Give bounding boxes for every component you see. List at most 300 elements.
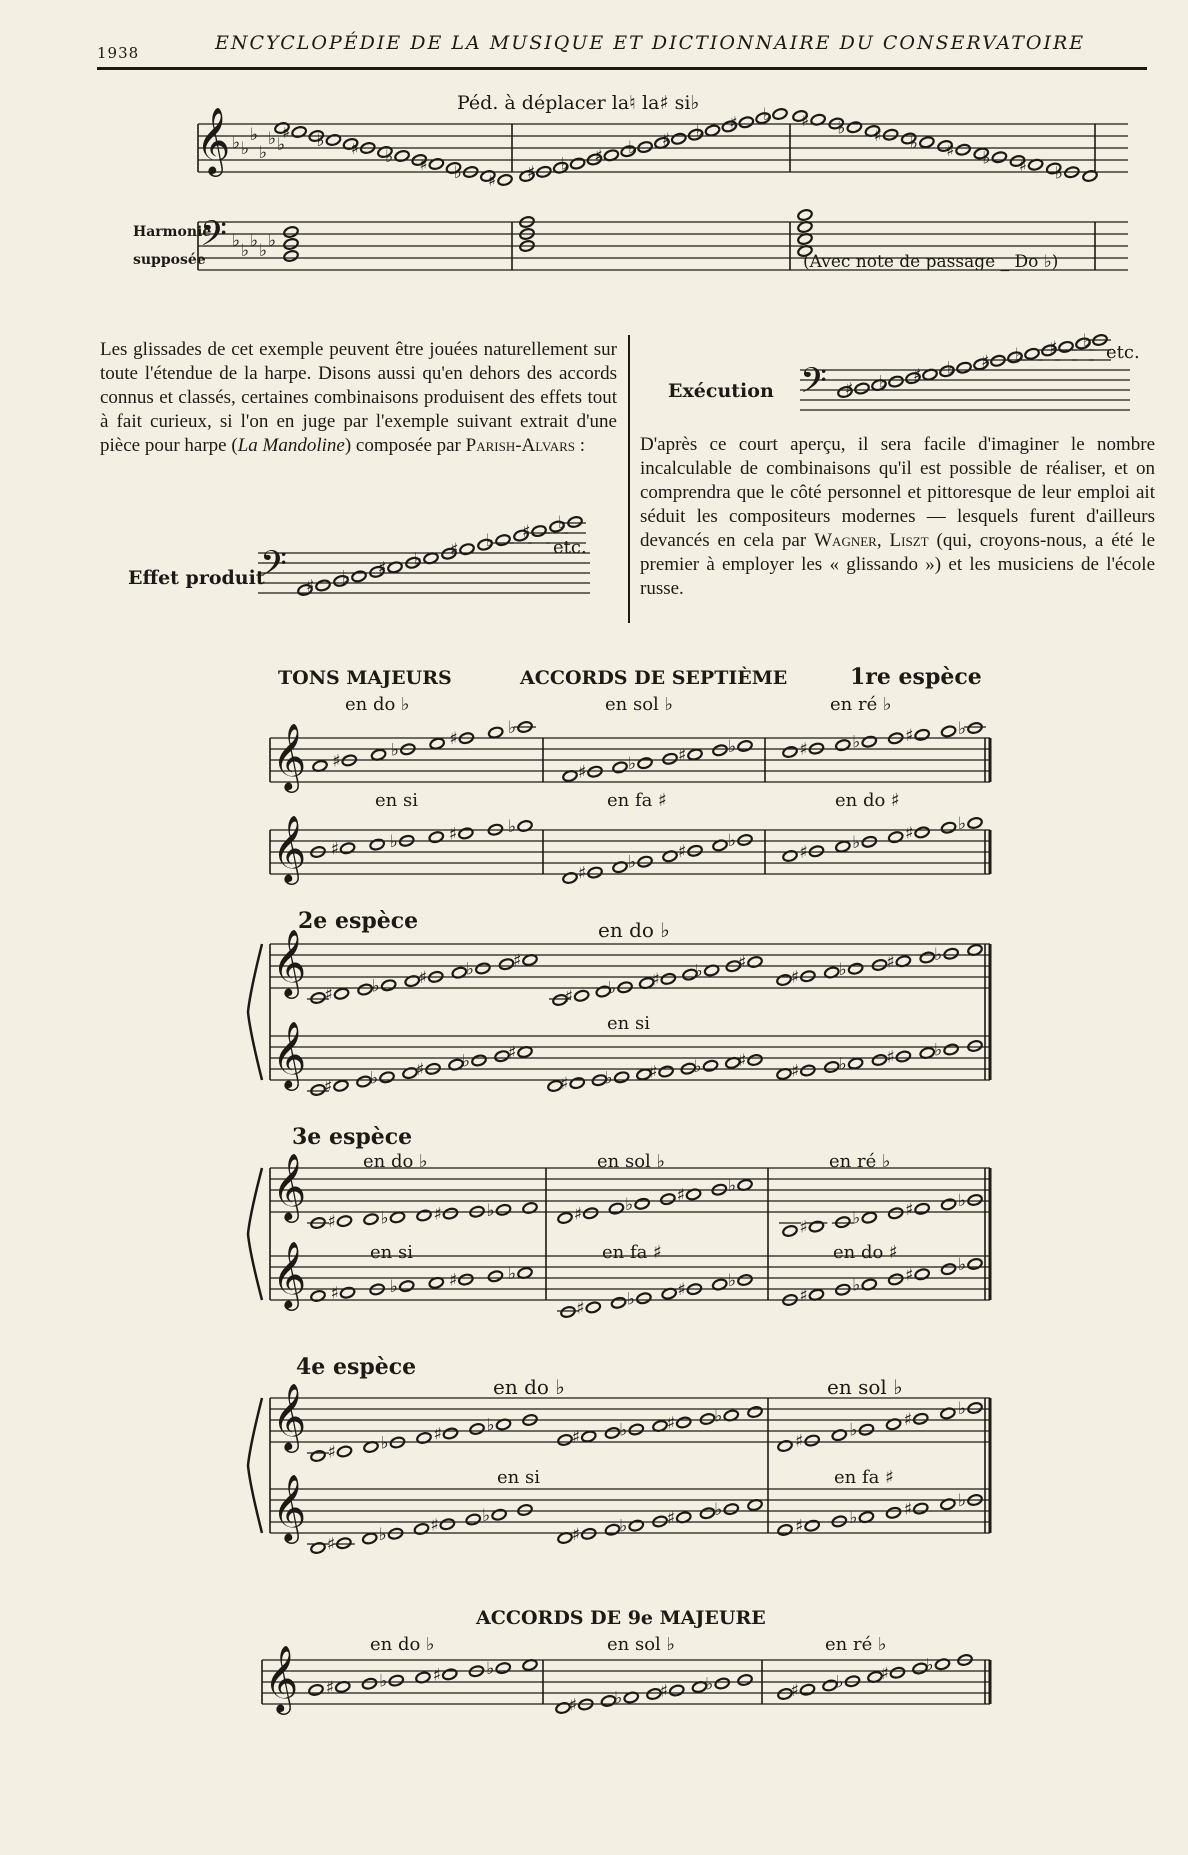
accidental: ♯ <box>378 558 387 579</box>
whole-note <box>379 1071 395 1084</box>
accidental: ♭ <box>925 1655 934 1676</box>
system-brace <box>248 944 262 1080</box>
system-brace <box>248 1398 262 1533</box>
accidental: ♭ <box>879 372 888 393</box>
whole-note <box>777 1523 793 1536</box>
treble-clef: 𝄞 <box>272 814 307 882</box>
accidental: ♭ <box>849 1420 858 1441</box>
whole-note <box>351 570 367 583</box>
key-label: en do ♭ <box>370 1634 435 1655</box>
whole-note <box>919 951 935 964</box>
effect-label: Effet produit <box>128 567 265 589</box>
whole-note <box>888 375 904 388</box>
whole-note <box>888 831 904 844</box>
accidental: ♭ <box>763 105 772 125</box>
key-label: en ré ♭ <box>830 694 892 715</box>
accidental: ♯ <box>795 1431 804 1452</box>
bass-clef: 𝄢 <box>200 213 228 262</box>
whole-note <box>747 1053 763 1066</box>
accidental: ♭ <box>852 1275 861 1296</box>
whole-note <box>914 826 930 839</box>
whole-note <box>336 1445 352 1458</box>
accidental: ♭ <box>558 513 567 533</box>
accidental: ♭ <box>705 1674 714 1695</box>
accidental: ♭ <box>958 1255 967 1275</box>
whole-note <box>362 1532 378 1545</box>
whole-note <box>714 1677 730 1690</box>
whole-note <box>737 1673 753 1686</box>
key-signature-flat: ♭ <box>259 241 268 261</box>
accidental: ♯ <box>594 146 603 167</box>
whole-note <box>637 757 653 770</box>
whole-note <box>861 1211 877 1224</box>
treble-clef: 𝄞 <box>272 1020 307 1088</box>
whole-note <box>854 382 870 395</box>
whole-note <box>585 1301 601 1314</box>
accidental: ♭ <box>462 1051 471 1072</box>
key-signature-flat: ♭ <box>232 231 241 251</box>
whole-note <box>848 962 864 975</box>
accidental: ♭ <box>389 831 398 852</box>
whole-note <box>308 1683 324 1696</box>
whole-note <box>799 1683 815 1696</box>
heading-species-2: 2e espèce <box>298 908 419 934</box>
key-label: en do ♭ <box>363 1151 428 1172</box>
accidental: ♯ <box>330 839 339 860</box>
accidental: ♭ <box>728 1176 737 1196</box>
whole-note <box>381 979 397 992</box>
whole-note <box>517 1503 533 1516</box>
whole-note <box>608 1202 624 1215</box>
whole-note <box>943 1043 959 1056</box>
accidental: ♭ <box>604 1068 613 1089</box>
accidental: ♯ <box>571 1524 580 1545</box>
harmony-label: Harmonie <box>133 224 212 240</box>
whole-note <box>339 1286 355 1299</box>
accidental: ♭ <box>695 121 704 142</box>
treble-clef: 𝄞 <box>272 1382 307 1450</box>
accidental: ♯ <box>449 729 458 750</box>
treble-clef: 𝄞 <box>272 1240 307 1308</box>
whole-note <box>871 958 887 971</box>
running-title: ENCYCLOPÉDIE DE LA MUSIQUE ET DICTIONNAIRE DU CONSERVATOIRE <box>215 32 1086 54</box>
accidental: ♯ <box>845 379 854 400</box>
key-label: en do ♯ <box>835 790 900 811</box>
whole-note <box>628 1519 644 1532</box>
accidental: ♯ <box>508 1043 517 1063</box>
whole-note <box>991 151 1007 164</box>
accidental: ♯ <box>450 540 459 561</box>
accidental: ♯ <box>886 952 895 973</box>
whole-note <box>604 1426 620 1439</box>
whole-note <box>914 1268 930 1281</box>
accidental: ♯ <box>526 162 536 183</box>
accidental: ♭ <box>486 1659 495 1680</box>
key-signature-flat: ♭ <box>232 133 241 153</box>
accidental: ♭ <box>852 832 861 853</box>
whole-note <box>581 1430 597 1443</box>
whole-note <box>429 737 445 750</box>
whole-note <box>738 116 754 129</box>
whole-note <box>858 1423 874 1436</box>
whole-note <box>637 141 653 154</box>
accidental: ♭ <box>389 1277 398 1298</box>
accidental: ♭ <box>486 1200 495 1221</box>
pedal-instruction: Péd. à déplacer la♮ la♯ si♭ <box>457 92 700 114</box>
accidental: ♭ <box>837 118 846 139</box>
whole-note <box>471 1054 487 1067</box>
accidental: ♯ <box>981 351 990 372</box>
accidental: ♭ <box>626 1289 635 1310</box>
bass-clef: 𝄢 <box>260 543 288 592</box>
treble-clef: 𝄞 <box>272 1473 307 1541</box>
whole-note <box>861 835 877 848</box>
whole-note <box>557 1433 573 1446</box>
treble-clef: 𝄞 <box>264 1644 299 1712</box>
whole-note <box>835 840 851 853</box>
treble-clef: 𝄞 <box>272 928 307 996</box>
accidental: ♭ <box>628 852 637 873</box>
whole-note <box>704 124 720 137</box>
whole-note <box>800 1064 816 1077</box>
accidental: ♯ <box>578 762 587 783</box>
whole-note <box>940 725 956 738</box>
accidental: ♭ <box>728 1271 737 1291</box>
accidental: ♯ <box>448 824 458 845</box>
accidental: ♯ <box>905 1265 914 1286</box>
whole-note <box>660 972 676 985</box>
whole-note <box>458 1273 474 1286</box>
accidental: ♯ <box>729 113 738 134</box>
accidental: ♯ <box>350 139 360 159</box>
accidental: ♯ <box>419 155 428 175</box>
accidental: ♭ <box>947 358 956 379</box>
whole-note <box>469 1422 485 1435</box>
accidental: ♭ <box>934 1040 943 1061</box>
accidental: ♭ <box>380 1433 389 1454</box>
key-signature-flat: ♭ <box>277 135 286 155</box>
accidental: ♭ <box>342 567 351 588</box>
whole-note <box>567 515 583 528</box>
whole-note <box>804 1434 820 1447</box>
whole-note <box>333 987 349 1000</box>
accidental: ♯ <box>571 1427 580 1448</box>
accidental: ♯ <box>488 171 497 191</box>
accidental: ♯ <box>795 1516 804 1537</box>
accidental: ♯ <box>433 1204 442 1225</box>
whole-note <box>919 136 935 149</box>
key-signature-flat: ♭ <box>268 129 277 149</box>
whole-note <box>399 1280 415 1293</box>
whole-note <box>465 1513 481 1526</box>
accidental: ♭ <box>1015 344 1024 365</box>
whole-note <box>388 1674 404 1687</box>
accidental: ♯ <box>886 1047 895 1068</box>
name-liszt: Liszt <box>889 530 929 551</box>
accidental: ♯ <box>903 1499 912 1520</box>
accidental: ♭ <box>370 1068 379 1089</box>
whole-note <box>955 143 971 156</box>
accidental: ♯ <box>666 1413 675 1434</box>
whole-note <box>458 827 474 840</box>
whole-note <box>712 744 728 757</box>
whole-note <box>361 1677 377 1690</box>
accidental: ♭ <box>625 1194 634 1215</box>
whole-note <box>339 842 355 855</box>
etc-label-right: etc. <box>1106 342 1140 363</box>
whole-note <box>846 121 862 134</box>
accidental: ♯ <box>790 1061 800 1082</box>
whole-note <box>914 1202 930 1215</box>
whole-note <box>913 1412 929 1425</box>
accidental: ♯ <box>651 969 660 990</box>
whole-note <box>369 838 385 851</box>
whole-note <box>835 1216 851 1229</box>
accidental: ♭ <box>852 1208 861 1229</box>
key-label: en si <box>607 1013 650 1034</box>
whole-note <box>671 132 687 145</box>
heading-species-1: 1re espèce <box>850 664 982 690</box>
whole-note <box>583 1207 599 1220</box>
accidental: ♯ <box>678 841 687 862</box>
accidental: ♭ <box>852 732 861 753</box>
whole-note <box>804 1519 820 1532</box>
accidental: ♭ <box>1083 331 1092 351</box>
whole-note <box>776 973 792 986</box>
whole-note <box>723 1503 739 1516</box>
accidental: ♭ <box>714 1406 723 1427</box>
key-label: en si <box>375 790 418 811</box>
whole-note <box>495 1662 511 1675</box>
accidental: ♯ <box>666 1508 675 1529</box>
whole-note <box>772 107 788 120</box>
key-label: en do ♭ <box>598 918 670 942</box>
whole-note <box>283 237 299 250</box>
accidental: ♭ <box>614 1688 623 1709</box>
accidental: ♯ <box>1018 155 1027 176</box>
key-label: en ré ♭ <box>825 1634 887 1655</box>
whole-note <box>569 1077 585 1090</box>
key-label: en do ♯ <box>833 1242 898 1263</box>
key-label: en si <box>497 1467 540 1488</box>
passing-note-label: (Avec note de passage _ Do ♭) <box>803 252 1059 272</box>
whole-note <box>495 1203 511 1216</box>
accidental: ♯ <box>564 986 573 1007</box>
accidental: ♯ <box>661 129 671 150</box>
key-label: en sol ♭ <box>827 1375 903 1399</box>
accidental: ♯ <box>738 953 747 973</box>
whole-note <box>310 1449 326 1462</box>
whole-note <box>883 128 899 141</box>
whole-note <box>660 1193 676 1206</box>
heading-species-4: 4e espèce <box>296 1354 417 1380</box>
left-paragraph: Les glissades de cet exemple peuvent être jouées naturellement sur toute l'étendue de la harpe. Disons aussi qu'en dehors des accords connus et classés, certaines combinaisons produisent des effets tout à fait curieux, si l'on en juge par l'exemple suivant extrait d'une pièce pour harpe (La Mandoline) composée par Parish-Alvars : <box>100 339 617 456</box>
accidental: ♯ <box>513 951 522 971</box>
whole-note <box>669 1684 685 1697</box>
whole-note <box>848 1057 864 1070</box>
whole-note <box>442 1668 458 1681</box>
accidental: ♭ <box>958 814 967 834</box>
key-signature-flat: ♭ <box>241 139 250 159</box>
whole-note <box>442 1427 458 1440</box>
whole-note <box>967 1401 983 1414</box>
accidental: ♯ <box>448 1270 458 1291</box>
whole-note <box>416 1209 432 1222</box>
key-label: en sol ♭ <box>605 694 674 715</box>
whole-note <box>531 525 547 538</box>
accidental: ♯ <box>799 739 808 760</box>
accidental: ♭ <box>508 1264 517 1284</box>
bass-clef: 𝄢 <box>800 360 828 409</box>
whole-note <box>617 981 633 994</box>
accidental: ♭ <box>835 1672 844 1693</box>
accidental: ♭ <box>380 1208 389 1229</box>
accidental: ♭ <box>453 163 462 183</box>
whole-note <box>614 1071 630 1084</box>
whole-note <box>662 752 678 765</box>
whole-note <box>889 1666 905 1679</box>
whole-note <box>782 1224 798 1237</box>
treble-clef: 𝄞 <box>272 1152 307 1220</box>
composer-name: Parish-Alvars <box>465 435 576 456</box>
accidental: ♯ <box>913 365 922 386</box>
key-signature-flat: ♭ <box>250 125 259 145</box>
whole-note <box>888 1207 904 1220</box>
whole-note <box>488 726 504 739</box>
whole-note <box>581 1527 597 1540</box>
accidental: ♭ <box>371 976 380 997</box>
whole-note <box>628 1423 644 1436</box>
harmony-label-2: supposée <box>133 252 206 268</box>
whole-note <box>687 748 703 761</box>
whole-note <box>336 1215 352 1228</box>
whole-note <box>835 1283 851 1296</box>
whole-note <box>967 1257 983 1270</box>
accidental: ♯ <box>568 1695 577 1716</box>
whole-note <box>475 962 491 975</box>
accidental: ♯ <box>677 1280 686 1301</box>
whole-note <box>808 1220 824 1233</box>
whole-note <box>747 1405 763 1418</box>
accidental: ♭ <box>714 1500 723 1521</box>
whole-note <box>844 1675 860 1688</box>
accidental: ♭ <box>628 754 637 775</box>
accidental: ♯ <box>790 1680 799 1701</box>
accidental: ♯ <box>326 1534 336 1555</box>
whole-note <box>702 1059 718 1072</box>
whole-note <box>885 1506 901 1519</box>
accidental: ♯ <box>324 1076 333 1097</box>
whole-note <box>737 833 753 846</box>
accidental: ♯ <box>430 1515 439 1536</box>
whole-note <box>967 1193 983 1206</box>
whole-note <box>570 157 586 170</box>
column-divider <box>628 335 630 623</box>
accidental: ♯ <box>306 576 315 597</box>
whole-note <box>560 1305 576 1318</box>
accidental: ♯ <box>282 123 291 143</box>
key-label: en do ♭ <box>493 1375 565 1399</box>
whole-note <box>687 844 703 857</box>
whole-note <box>612 761 628 774</box>
key-label: en ré ♭ <box>829 1151 891 1172</box>
accidental: ♭ <box>316 131 325 151</box>
whole-note <box>442 1207 458 1220</box>
whole-note <box>1024 347 1040 360</box>
whole-note <box>428 831 444 844</box>
accidental: ♭ <box>619 1420 628 1441</box>
whole-note <box>336 1537 352 1550</box>
key-signature-flat: ♭ <box>241 241 250 261</box>
whole-note <box>967 1039 983 1052</box>
accidental: ♭ <box>934 944 943 965</box>
whole-note <box>914 728 930 741</box>
key-label: en si <box>370 1242 413 1263</box>
accidental: ♭ <box>838 959 847 980</box>
accidental: ♯ <box>578 863 587 884</box>
whole-note <box>283 225 299 238</box>
accidental: ♭ <box>414 549 423 570</box>
accidental: ♭ <box>465 959 474 980</box>
page-number: 1938 <box>97 44 140 62</box>
accidental: ♯ <box>327 1442 336 1463</box>
key-label: en do ♭ <box>345 694 410 715</box>
accidental: ♭ <box>693 1056 702 1077</box>
accidental: ♭ <box>728 831 737 851</box>
accidental: ♯ <box>738 1051 747 1071</box>
accidental: ♭ <box>378 1524 387 1545</box>
accidental: ♭ <box>958 1399 967 1419</box>
accidental: ♯ <box>432 1665 441 1686</box>
accidental: ♭ <box>694 961 703 982</box>
accidental: ♯ <box>416 1059 425 1080</box>
system-brace <box>248 1168 262 1300</box>
whole-note <box>658 1065 674 1078</box>
accidental: ♯ <box>905 823 914 844</box>
whole-note <box>315 579 331 592</box>
key-signature-flat: ♭ <box>250 231 259 251</box>
accidental: ♭ <box>619 1516 628 1537</box>
accidental: ♭ <box>486 531 495 552</box>
accidental: ♭ <box>486 1415 495 1436</box>
whole-note <box>782 745 798 758</box>
whole-note <box>1058 340 1074 353</box>
key-signature-flat: ♭ <box>259 143 268 163</box>
work-title: La Mandoline <box>237 435 345 456</box>
accidental: ♯ <box>522 522 531 543</box>
accidental: ♯ <box>678 745 687 766</box>
whole-note <box>610 1296 626 1309</box>
accidental: ♯ <box>799 1285 808 1306</box>
whole-note <box>637 855 653 868</box>
whole-note <box>888 1273 904 1286</box>
accidental: ♯ <box>324 984 333 1005</box>
whole-note <box>967 816 983 829</box>
whole-note <box>487 1270 503 1283</box>
accidental: ♭ <box>1054 163 1063 184</box>
accidental: ♭ <box>849 1508 858 1529</box>
whole-note <box>363 1213 379 1226</box>
accidental: ♭ <box>958 1191 967 1211</box>
accidental: ♭ <box>560 154 569 175</box>
accidental: ♭ <box>958 1491 967 1511</box>
whole-note <box>967 721 983 734</box>
whole-note <box>557 1211 573 1224</box>
accidental: ♭ <box>909 133 918 154</box>
accidental: ♯ <box>801 110 810 131</box>
key-label: en sol ♭ <box>597 1151 666 1172</box>
whole-note <box>797 208 813 221</box>
